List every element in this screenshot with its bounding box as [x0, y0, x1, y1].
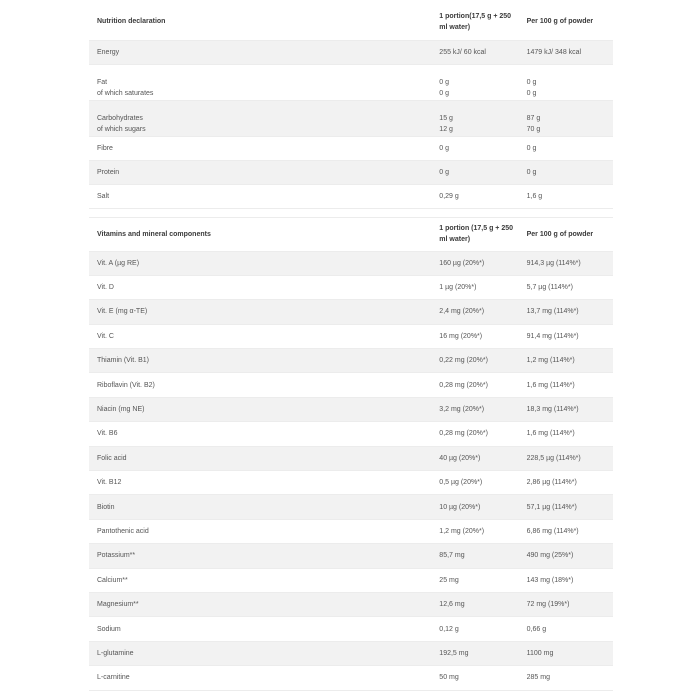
- per-100g-value: 490 mg (25%*): [520, 544, 613, 568]
- nutrition-table: [89, 4, 613, 691]
- per-100g-value: 1100 mg: [520, 641, 613, 665]
- nutrition-row: [89, 160, 613, 184]
- per-100g-value: [520, 184, 613, 208]
- per-100g-value: 18,3 mg (114%*): [520, 397, 613, 421]
- per-100g-value: [520, 40, 613, 64]
- vitamins-header-per100: Per 100 g of powder: [520, 217, 613, 251]
- vitamin-name: L-carnitine: [89, 666, 432, 690]
- vitamins-header-row: [89, 217, 613, 251]
- vitamin-row: [89, 519, 613, 543]
- per-100g-value: [520, 64, 613, 100]
- vitamin-row: [89, 446, 613, 470]
- vitamin-row: [89, 617, 613, 641]
- per-100g-value: 1,6 mg (114%*): [520, 373, 613, 397]
- per-portion-value-line: 15 g: [439, 114, 453, 122]
- vitamin-name: Biotin: [89, 495, 432, 519]
- nutrition-header-per100: Per 100 g of powder: [520, 4, 613, 40]
- per-100g-value: 143 mg (18%*): [520, 568, 613, 592]
- nutrient-name-line: Carbohydrates: [97, 114, 143, 122]
- nutrient-name: [89, 160, 432, 184]
- per-portion-value: 16 mg (20%*): [432, 324, 519, 348]
- vitamin-name: Vit. B12: [89, 471, 432, 495]
- nutrient-name: [89, 40, 432, 64]
- vitamin-name: Calcium**: [89, 568, 432, 592]
- nutrition-row: [89, 64, 613, 100]
- vitamin-row: [89, 471, 613, 495]
- vitamin-row: [89, 251, 613, 275]
- nutrient-name: [89, 136, 432, 160]
- per-portion-value: [432, 64, 519, 100]
- per-100g-value: [520, 160, 613, 184]
- nutrient-name-line: Protein: [97, 168, 120, 176]
- nutrition-header-portion: 1 portion(17,5 g + 250 ml water): [432, 4, 519, 40]
- per-portion-value: 50 mg: [432, 666, 519, 690]
- nutrition-row: [89, 184, 613, 208]
- section-separator-cell: [89, 208, 613, 217]
- per-100g-value: 91,4 mg (114%*): [520, 324, 613, 348]
- per-100g-value: [520, 136, 613, 160]
- nutrient-name: [89, 100, 432, 136]
- vitamins-header-portion: 1 portion (17,5 g + 250 ml water): [432, 217, 519, 251]
- per-portion-value: [432, 40, 519, 64]
- per-portion-value: [432, 136, 519, 160]
- vitamin-name: L-glutamine: [89, 641, 432, 665]
- per-100g-value: 914,3 µg (114%*): [520, 251, 613, 275]
- per-portion-value: 2,4 mg (20%*): [432, 300, 519, 324]
- vitamin-row: [89, 422, 613, 446]
- vitamin-name: Vit. B6: [89, 422, 432, 446]
- per-100g-value: [520, 100, 613, 136]
- per-100g-value: 72 mg (19%*): [520, 592, 613, 616]
- per-portion-value: [432, 160, 519, 184]
- per-portion-value-line: 0 g: [439, 144, 450, 152]
- per-100g-value-line: 87 g: [526, 114, 541, 122]
- per-portion-value-line: 0 g: [439, 78, 450, 86]
- per-portion-value-line: 0 g: [439, 168, 450, 176]
- vitamin-row: [89, 397, 613, 421]
- per-100g-value-line: 1,6 g: [526, 192, 543, 200]
- nutrient-name-line: Fat: [97, 78, 108, 86]
- per-portion-value: 0,12 g: [432, 617, 519, 641]
- per-portion-value: 160 µg (20%*): [432, 251, 519, 275]
- per-portion-value: [432, 100, 519, 136]
- per-portion-value: 3,2 mg (20%*): [432, 397, 519, 421]
- vitamin-row: [89, 666, 613, 690]
- nutrition-header-row: [89, 4, 613, 40]
- nutrient-name-line: of which saturates: [97, 89, 154, 97]
- per-portion-value: 0,28 mg (20%*): [432, 373, 519, 397]
- vitamin-name: Pantothenic acid: [89, 519, 432, 543]
- per-100g-value: 6,86 mg (114%*): [520, 519, 613, 543]
- per-100g-value: 2,86 µg (114%*): [520, 471, 613, 495]
- per-100g-value: 5,7 µg (114%*): [520, 275, 613, 299]
- vitamin-name: Folic acid: [89, 446, 432, 470]
- vitamin-name: Vit. A (µg RE): [89, 251, 432, 275]
- nutrition-header-label: Nutrition declaration: [89, 4, 432, 40]
- vitamin-name: Thiamin (Vit. B1): [89, 349, 432, 373]
- vitamin-row: [89, 544, 613, 568]
- vitamin-name: Potassium**: [89, 544, 432, 568]
- vitamin-row: [89, 592, 613, 616]
- vitamin-name: Vit. D: [89, 275, 432, 299]
- per-portion-value: 40 µg (20%*): [432, 446, 519, 470]
- vitamin-row: [89, 373, 613, 397]
- per-portion-value: 85,7 mg: [432, 544, 519, 568]
- vitamin-row: [89, 349, 613, 373]
- vitamin-name: Vit. C: [89, 324, 432, 348]
- per-100g-value: 0,66 g: [520, 617, 613, 641]
- per-100g-value-line: 70 g: [526, 125, 541, 133]
- per-100g-value-line: 0 g: [526, 78, 537, 86]
- per-100g-value: 228,5 µg (114%*): [520, 446, 613, 470]
- per-portion-value: 10 µg (20%*): [432, 495, 519, 519]
- vitamin-row: [89, 324, 613, 348]
- nutrient-name-line: Salt: [97, 192, 110, 200]
- vitamin-row: [89, 495, 613, 519]
- vitamin-row: [89, 300, 613, 324]
- per-portion-value: 1,2 mg (20%*): [432, 519, 519, 543]
- per-portion-value: 1 µg (20%*): [432, 275, 519, 299]
- per-100g-value: 285 mg: [520, 666, 613, 690]
- per-100g-value-line: 0 g: [526, 168, 537, 176]
- per-portion-value: 0,5 µg (20%*): [432, 471, 519, 495]
- vitamin-row: [89, 568, 613, 592]
- per-100g-value-line: 0 g: [526, 144, 537, 152]
- nutrition-row: [89, 40, 613, 64]
- per-portion-value: [432, 184, 519, 208]
- per-portion-value-line: 12 g: [439, 125, 453, 133]
- nutrient-name: [89, 184, 432, 208]
- per-portion-value-line: 0 g: [439, 89, 450, 97]
- vitamin-name: Magnesium**: [89, 592, 432, 616]
- per-portion-value: 0,28 mg (20%*): [432, 422, 519, 446]
- per-portion-value-line: 0,29 g: [439, 192, 459, 200]
- per-100g-value: 13,7 mg (114%*): [520, 300, 613, 324]
- nutrition-table-body: [89, 4, 613, 690]
- per-portion-value: 0,22 mg (20%*): [432, 349, 519, 373]
- vitamin-name: Sodium: [89, 617, 432, 641]
- per-100g-value: 1,6 mg (114%*): [520, 422, 613, 446]
- nutrition-row: [89, 100, 613, 136]
- nutrient-name: [89, 64, 432, 100]
- per-portion-value: 192,5 mg: [432, 641, 519, 665]
- nutrient-name-line: of which sugars: [97, 125, 146, 133]
- per-portion-value: 25 mg: [432, 568, 519, 592]
- vitamins-header-label: Vitamins and mineral components: [89, 217, 432, 251]
- per-portion-value-line: 255 kJ/ 60 kcal: [439, 48, 486, 56]
- vitamin-name: Vit. E (mg α-TE): [89, 300, 432, 324]
- section-separator: [89, 208, 613, 217]
- per-portion-value: 12,6 mg: [432, 592, 519, 616]
- vitamin-row: [89, 641, 613, 665]
- per-100g-value: 57,1 µg (114%*): [520, 495, 613, 519]
- vitamin-row: [89, 275, 613, 299]
- per-100g-value-line: 1479 kJ/ 348 kcal: [526, 48, 582, 56]
- per-100g-value: 1,2 mg (114%*): [520, 349, 613, 373]
- nutrition-row: [89, 136, 613, 160]
- nutrient-name-line: Fibre: [97, 144, 113, 152]
- per-100g-value-line: 0 g: [526, 89, 537, 97]
- nutrient-name-line: Energy: [97, 48, 120, 56]
- vitamin-name: Niacin (mg NE): [89, 397, 432, 421]
- vitamin-name: Riboflavin (Vit. B2): [89, 373, 432, 397]
